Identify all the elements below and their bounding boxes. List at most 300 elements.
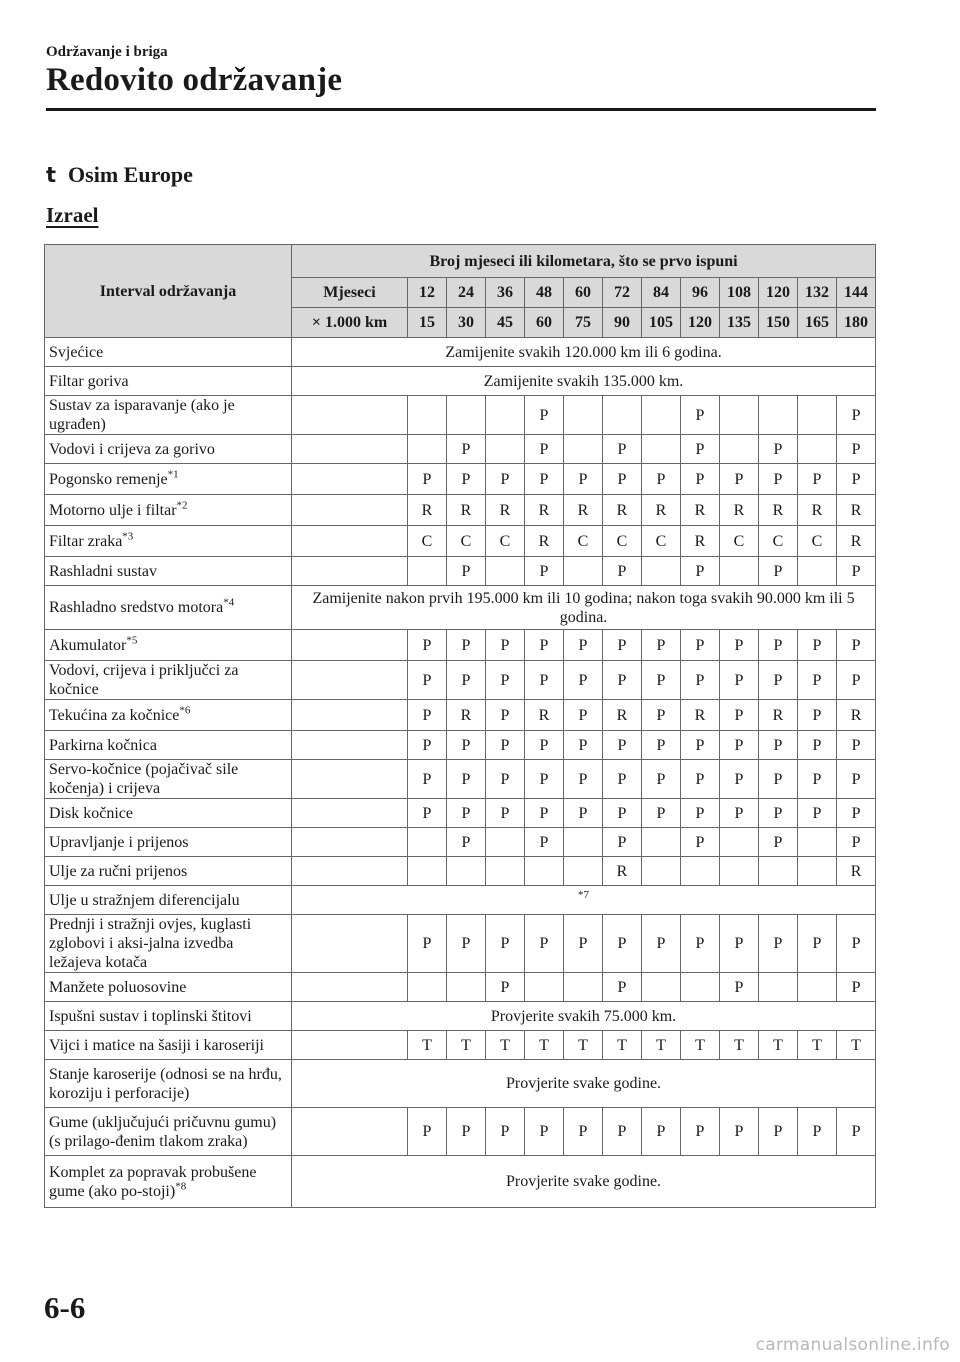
schedule-cell: R bbox=[837, 857, 876, 886]
schedule-cell: P bbox=[603, 731, 642, 760]
schedule-cell: P bbox=[525, 435, 564, 464]
schedule-cell: P bbox=[837, 731, 876, 760]
months-value: 60 bbox=[564, 278, 603, 308]
item-label: Tekućina za kočnice bbox=[49, 706, 180, 724]
schedule-cell: P bbox=[720, 915, 759, 973]
footnote-marker: *2 bbox=[176, 499, 188, 512]
spacer-cell bbox=[292, 1031, 408, 1060]
section-label: Održavanje i briga bbox=[46, 44, 168, 60]
schedule-cell: P bbox=[408, 915, 447, 973]
schedule-cell: C bbox=[720, 526, 759, 557]
table-row bbox=[45, 700, 876, 731]
schedule-cell: P bbox=[408, 661, 447, 700]
schedule-cell: T bbox=[486, 1031, 525, 1060]
item-name bbox=[45, 1060, 292, 1108]
schedule-cell bbox=[798, 828, 837, 857]
schedule-cell: P bbox=[564, 1108, 603, 1156]
item-label: Pogonsko remenje bbox=[49, 470, 168, 488]
schedule-cell bbox=[798, 557, 837, 586]
maintenance-schedule-table bbox=[44, 244, 876, 1208]
schedule-cell: P bbox=[759, 464, 798, 495]
schedule-cell bbox=[486, 828, 525, 857]
schedule-cell: T bbox=[681, 1031, 720, 1060]
schedule-cell: P bbox=[447, 731, 486, 760]
schedule-cell: P bbox=[486, 700, 525, 731]
schedule-cell: P bbox=[681, 760, 720, 799]
schedule-cell: R bbox=[798, 495, 837, 526]
item-name bbox=[45, 886, 292, 915]
item-label: Servo-kočnice (pojačivač sile kočenja) i crijeva bbox=[49, 761, 239, 797]
item-label: Rashladni sustav bbox=[49, 562, 157, 580]
schedule-cell: P bbox=[720, 661, 759, 700]
schedule-cell: P bbox=[837, 799, 876, 828]
schedule-cell bbox=[603, 396, 642, 435]
schedule-cell: T bbox=[642, 1031, 681, 1060]
schedule-cell: P bbox=[759, 915, 798, 973]
schedule-cell: R bbox=[681, 700, 720, 731]
schedule-cell: P bbox=[681, 464, 720, 495]
schedule-cell: P bbox=[798, 661, 837, 700]
schedule-cell: P bbox=[603, 464, 642, 495]
item-label: Sustav za isparavanje (ako je ugrađen) bbox=[49, 397, 235, 433]
spacer-cell bbox=[292, 828, 408, 857]
schedule-cell: T bbox=[837, 1031, 876, 1060]
schedule-cell: P bbox=[486, 760, 525, 799]
schedule-cell: P bbox=[759, 731, 798, 760]
interval-header: Interval održavanja bbox=[45, 245, 292, 338]
schedule-cell: P bbox=[525, 731, 564, 760]
schedule-cell: T bbox=[603, 1031, 642, 1060]
item-name bbox=[45, 435, 292, 464]
schedule-cell: R bbox=[603, 495, 642, 526]
table-row bbox=[45, 760, 876, 799]
schedule-cell bbox=[681, 973, 720, 1002]
spacer-cell bbox=[292, 435, 408, 464]
schedule-cell: P bbox=[603, 915, 642, 973]
schedule-cell bbox=[408, 857, 447, 886]
schedule-cell: R bbox=[447, 495, 486, 526]
km-value: 150 bbox=[759, 308, 798, 338]
spacer-cell bbox=[292, 557, 408, 586]
schedule-cell: P bbox=[720, 700, 759, 731]
schedule-cell: P bbox=[447, 464, 486, 495]
item-label: Komplet za popravak probušene gume (ako po-stoji) bbox=[49, 1163, 257, 1200]
schedule-cell bbox=[525, 857, 564, 886]
spacer-cell bbox=[292, 464, 408, 495]
schedule-cell: P bbox=[720, 1108, 759, 1156]
item-name bbox=[45, 857, 292, 886]
item-name bbox=[45, 661, 292, 700]
schedule-cell: P bbox=[681, 915, 720, 973]
table-row bbox=[45, 828, 876, 857]
schedule-cell: P bbox=[759, 435, 798, 464]
item-label: Ispušni sustav i toplinski štitovi bbox=[49, 1007, 252, 1025]
schedule-cell: P bbox=[837, 630, 876, 661]
schedule-cell bbox=[447, 857, 486, 886]
spacer-cell bbox=[292, 526, 408, 557]
schedule-cell bbox=[486, 396, 525, 435]
schedule-cell: P bbox=[486, 915, 525, 973]
schedule-cell: P bbox=[759, 1108, 798, 1156]
schedule-cell bbox=[642, 396, 681, 435]
interval-note: Zamijenite nakon prvih 195.000 km ili 10 godina; nakon toga svakih 90.000 km ili 5 godina. bbox=[292, 586, 876, 630]
schedule-cell bbox=[642, 557, 681, 586]
km-value: 75 bbox=[564, 308, 603, 338]
item-name bbox=[45, 973, 292, 1002]
schedule-cell: P bbox=[681, 396, 720, 435]
item-label: Stanje karoserije (odnosi se na hrđu, koroziju i perforacije) bbox=[49, 1065, 282, 1102]
item-name bbox=[45, 1108, 292, 1156]
spacer-cell bbox=[292, 799, 408, 828]
schedule-cell: P bbox=[837, 915, 876, 973]
item-name bbox=[45, 526, 292, 557]
schedule-cell: R bbox=[564, 495, 603, 526]
schedule-cell: P bbox=[486, 731, 525, 760]
footnote-reference: *7 bbox=[292, 886, 876, 915]
schedule-cell: P bbox=[798, 799, 837, 828]
schedule-cell: P bbox=[603, 435, 642, 464]
footnote-marker: *5 bbox=[126, 634, 138, 647]
table-row bbox=[45, 973, 876, 1002]
schedule-cell: P bbox=[798, 731, 837, 760]
spacer-cell bbox=[292, 915, 408, 973]
schedule-cell: P bbox=[720, 760, 759, 799]
schedule-cell bbox=[486, 557, 525, 586]
schedule-cell bbox=[408, 828, 447, 857]
schedule-cell: R bbox=[525, 700, 564, 731]
spacer-cell bbox=[292, 857, 408, 886]
months-value: 48 bbox=[525, 278, 564, 308]
schedule-cell: P bbox=[837, 828, 876, 857]
page-number: 6-6 bbox=[44, 1290, 86, 1325]
schedule-cell: P bbox=[720, 799, 759, 828]
group-header: Broj mjeseci ili kilometara, što se prvo ispuni bbox=[292, 245, 876, 278]
schedule-cell bbox=[798, 857, 837, 886]
item-name bbox=[45, 338, 292, 367]
interval-note: Zamijenite svakih 135.000 km. bbox=[292, 367, 876, 396]
schedule-cell bbox=[564, 857, 603, 886]
schedule-cell: R bbox=[837, 700, 876, 731]
schedule-cell: C bbox=[447, 526, 486, 557]
schedule-cell bbox=[798, 435, 837, 464]
schedule-cell: P bbox=[798, 700, 837, 731]
item-name bbox=[45, 367, 292, 396]
subsection-title: Osim Europe bbox=[68, 162, 193, 187]
item-name bbox=[45, 495, 292, 526]
schedule-cell: P bbox=[759, 557, 798, 586]
watermark: carmanualsonline.info bbox=[755, 1335, 950, 1355]
schedule-cell: P bbox=[603, 630, 642, 661]
schedule-cell: P bbox=[564, 661, 603, 700]
schedule-cell: P bbox=[564, 700, 603, 731]
schedule-cell bbox=[798, 973, 837, 1002]
km-value: 90 bbox=[603, 308, 642, 338]
item-name bbox=[45, 396, 292, 435]
schedule-cell: P bbox=[603, 1108, 642, 1156]
schedule-cell: P bbox=[408, 630, 447, 661]
schedule-cell bbox=[759, 857, 798, 886]
region-heading: Izrael bbox=[46, 203, 99, 227]
table-row bbox=[45, 367, 876, 396]
schedule-cell: T bbox=[720, 1031, 759, 1060]
subsection-marker-icon: t bbox=[46, 163, 57, 187]
schedule-cell bbox=[564, 973, 603, 1002]
schedule-cell bbox=[564, 435, 603, 464]
table-row bbox=[45, 495, 876, 526]
schedule-cell: P bbox=[564, 731, 603, 760]
schedule-cell: P bbox=[798, 1108, 837, 1156]
schedule-cell: R bbox=[681, 495, 720, 526]
months-value: 108 bbox=[720, 278, 759, 308]
schedule-cell: P bbox=[681, 435, 720, 464]
schedule-cell: P bbox=[525, 760, 564, 799]
schedule-cell: P bbox=[720, 973, 759, 1002]
schedule-cell: P bbox=[642, 915, 681, 973]
item-label: Manžete poluosovine bbox=[49, 978, 187, 996]
schedule-cell bbox=[642, 828, 681, 857]
table-row bbox=[45, 1002, 876, 1031]
km-label: × 1.000 km bbox=[292, 308, 408, 338]
schedule-cell: R bbox=[642, 495, 681, 526]
schedule-cell: P bbox=[486, 799, 525, 828]
km-value: 45 bbox=[486, 308, 525, 338]
schedule-cell: P bbox=[720, 630, 759, 661]
schedule-cell: C bbox=[486, 526, 525, 557]
schedule-cell: P bbox=[759, 630, 798, 661]
schedule-cell: P bbox=[486, 1108, 525, 1156]
table-row bbox=[45, 886, 876, 915]
schedule-cell: P bbox=[681, 661, 720, 700]
km-value: 60 bbox=[525, 308, 564, 338]
schedule-cell: C bbox=[759, 526, 798, 557]
schedule-cell: P bbox=[837, 464, 876, 495]
km-value: 135 bbox=[720, 308, 759, 338]
interval-note: Provjerite svakih 75.000 km. bbox=[292, 1002, 876, 1031]
schedule-cell: T bbox=[798, 1031, 837, 1060]
item-label: Motorno ulje i filtar bbox=[49, 501, 177, 519]
months-value: 96 bbox=[681, 278, 720, 308]
page-title: Redovito održavanje bbox=[46, 62, 343, 98]
item-label: Disk kočnice bbox=[49, 804, 133, 822]
schedule-cell: P bbox=[798, 760, 837, 799]
schedule-cell: P bbox=[564, 915, 603, 973]
schedule-cell: P bbox=[525, 661, 564, 700]
spacer-cell bbox=[292, 396, 408, 435]
footnote-marker: *3 bbox=[122, 530, 134, 543]
schedule-cell: C bbox=[642, 526, 681, 557]
schedule-cell: P bbox=[447, 435, 486, 464]
km-value: 105 bbox=[642, 308, 681, 338]
schedule-cell: P bbox=[447, 915, 486, 973]
table-row bbox=[45, 915, 876, 973]
table-row bbox=[45, 630, 876, 661]
schedule-cell: P bbox=[447, 630, 486, 661]
title-rule bbox=[46, 108, 876, 111]
schedule-cell bbox=[525, 973, 564, 1002]
item-label: Vodovi, crijeva i priključci za kočnice bbox=[49, 662, 239, 698]
schedule-cell bbox=[486, 435, 525, 464]
schedule-cell: T bbox=[564, 1031, 603, 1060]
footnote-marker: *1 bbox=[167, 468, 179, 481]
schedule-cell: P bbox=[837, 435, 876, 464]
months-value: 72 bbox=[603, 278, 642, 308]
schedule-cell: P bbox=[486, 973, 525, 1002]
schedule-cell: P bbox=[486, 661, 525, 700]
schedule-cell: R bbox=[408, 495, 447, 526]
schedule-cell: P bbox=[525, 915, 564, 973]
schedule-cell: P bbox=[447, 828, 486, 857]
schedule-cell bbox=[564, 557, 603, 586]
schedule-cell: P bbox=[564, 630, 603, 661]
spacer-cell bbox=[292, 495, 408, 526]
schedule-cell: P bbox=[525, 464, 564, 495]
months-value: 144 bbox=[837, 278, 876, 308]
table-row bbox=[45, 731, 876, 760]
schedule-cell: P bbox=[603, 828, 642, 857]
item-name bbox=[45, 630, 292, 661]
schedule-cell: P bbox=[447, 760, 486, 799]
schedule-cell bbox=[720, 396, 759, 435]
km-value: 165 bbox=[798, 308, 837, 338]
schedule-cell: P bbox=[486, 464, 525, 495]
schedule-cell bbox=[447, 396, 486, 435]
schedule-cell: R bbox=[720, 495, 759, 526]
schedule-cell: C bbox=[408, 526, 447, 557]
schedule-cell bbox=[642, 973, 681, 1002]
item-name bbox=[45, 828, 292, 857]
spacer-cell bbox=[292, 661, 408, 700]
schedule-cell: T bbox=[447, 1031, 486, 1060]
spacer-cell bbox=[292, 731, 408, 760]
schedule-cell: P bbox=[447, 799, 486, 828]
months-value: 84 bbox=[642, 278, 681, 308]
schedule-cell: T bbox=[525, 1031, 564, 1060]
item-label: Ulje za ručni prijenos bbox=[49, 862, 188, 880]
schedule-cell: P bbox=[837, 973, 876, 1002]
schedule-cell: P bbox=[525, 799, 564, 828]
item-label: Filtar zraka bbox=[49, 532, 123, 550]
schedule-cell: T bbox=[759, 1031, 798, 1060]
km-value: 120 bbox=[681, 308, 720, 338]
interval-note: Provjerite svake godine. bbox=[292, 1156, 876, 1208]
months-value: 132 bbox=[798, 278, 837, 308]
schedule-cell: P bbox=[720, 731, 759, 760]
schedule-cell: P bbox=[681, 828, 720, 857]
table-row bbox=[45, 1031, 876, 1060]
schedule-cell: P bbox=[525, 1108, 564, 1156]
schedule-cell: P bbox=[603, 557, 642, 586]
schedule-cell: P bbox=[642, 700, 681, 731]
schedule-cell bbox=[759, 396, 798, 435]
schedule-cell: R bbox=[759, 495, 798, 526]
footnote-marker: *6 bbox=[179, 704, 191, 717]
item-name bbox=[45, 464, 292, 495]
schedule-cell: P bbox=[720, 464, 759, 495]
item-label: Svjećice bbox=[49, 343, 104, 361]
schedule-cell: P bbox=[759, 799, 798, 828]
table-row bbox=[45, 1108, 876, 1156]
schedule-cell: P bbox=[837, 760, 876, 799]
schedule-cell bbox=[720, 435, 759, 464]
schedule-cell: R bbox=[447, 700, 486, 731]
item-name bbox=[45, 586, 292, 630]
table-row bbox=[45, 435, 876, 464]
schedule-cell bbox=[798, 396, 837, 435]
item-label: Upravljanje i prijenos bbox=[49, 833, 189, 851]
schedule-cell: P bbox=[759, 828, 798, 857]
schedule-cell: P bbox=[408, 1108, 447, 1156]
item-label: Parkirna kočnica bbox=[49, 736, 157, 754]
schedule-cell: R bbox=[837, 526, 876, 557]
schedule-cell: P bbox=[681, 630, 720, 661]
item-name bbox=[45, 760, 292, 799]
schedule-cell: P bbox=[603, 661, 642, 700]
schedule-cell bbox=[564, 396, 603, 435]
interval-note: Zamijenite svakih 120.000 km ili 6 godina. bbox=[292, 338, 876, 367]
schedule-cell bbox=[486, 857, 525, 886]
schedule-cell bbox=[681, 857, 720, 886]
schedule-cell: P bbox=[642, 799, 681, 828]
item-name bbox=[45, 700, 292, 731]
interval-note: Provjerite svake godine. bbox=[292, 1060, 876, 1108]
table-row bbox=[45, 557, 876, 586]
schedule-cell bbox=[408, 973, 447, 1002]
subsection-heading bbox=[46, 162, 193, 188]
schedule-cell: C bbox=[564, 526, 603, 557]
schedule-cell: P bbox=[681, 799, 720, 828]
schedule-cell bbox=[408, 557, 447, 586]
schedule-cell: R bbox=[837, 495, 876, 526]
months-value: 24 bbox=[447, 278, 486, 308]
schedule-cell: R bbox=[603, 700, 642, 731]
schedule-cell: P bbox=[564, 760, 603, 799]
schedule-cell: R bbox=[525, 526, 564, 557]
schedule-cell bbox=[720, 857, 759, 886]
km-value: 15 bbox=[408, 308, 447, 338]
schedule-cell: P bbox=[525, 630, 564, 661]
schedule-cell: P bbox=[447, 1108, 486, 1156]
spacer-cell bbox=[292, 1108, 408, 1156]
schedule-cell: P bbox=[759, 760, 798, 799]
schedule-cell: P bbox=[642, 464, 681, 495]
schedule-cell: P bbox=[564, 464, 603, 495]
schedule-cell: P bbox=[642, 1108, 681, 1156]
schedule-cell bbox=[720, 828, 759, 857]
item-label: Prednji i stražnji ovjes, kuglasti zglobovi i aksi-jalna izvedba ležajeva kotača bbox=[49, 916, 252, 971]
schedule-cell: P bbox=[681, 731, 720, 760]
schedule-cell: P bbox=[525, 828, 564, 857]
item-label: Filtar goriva bbox=[49, 372, 129, 390]
schedule-cell bbox=[720, 557, 759, 586]
table-row bbox=[45, 1156, 876, 1208]
schedule-cell bbox=[447, 973, 486, 1002]
schedule-cell: R bbox=[486, 495, 525, 526]
item-name bbox=[45, 731, 292, 760]
schedule-cell bbox=[408, 396, 447, 435]
schedule-cell: P bbox=[408, 760, 447, 799]
schedule-cell: R bbox=[681, 526, 720, 557]
schedule-cell: C bbox=[603, 526, 642, 557]
schedule-cell: P bbox=[798, 464, 837, 495]
table-row bbox=[45, 586, 876, 630]
schedule-cell: P bbox=[798, 915, 837, 973]
table-row bbox=[45, 338, 876, 367]
months-value: 12 bbox=[408, 278, 447, 308]
item-label: Rashladno sredstvo motora bbox=[49, 599, 224, 616]
item-label: Akumulator bbox=[49, 636, 127, 654]
table-row bbox=[45, 396, 876, 435]
schedule-cell: T bbox=[408, 1031, 447, 1060]
